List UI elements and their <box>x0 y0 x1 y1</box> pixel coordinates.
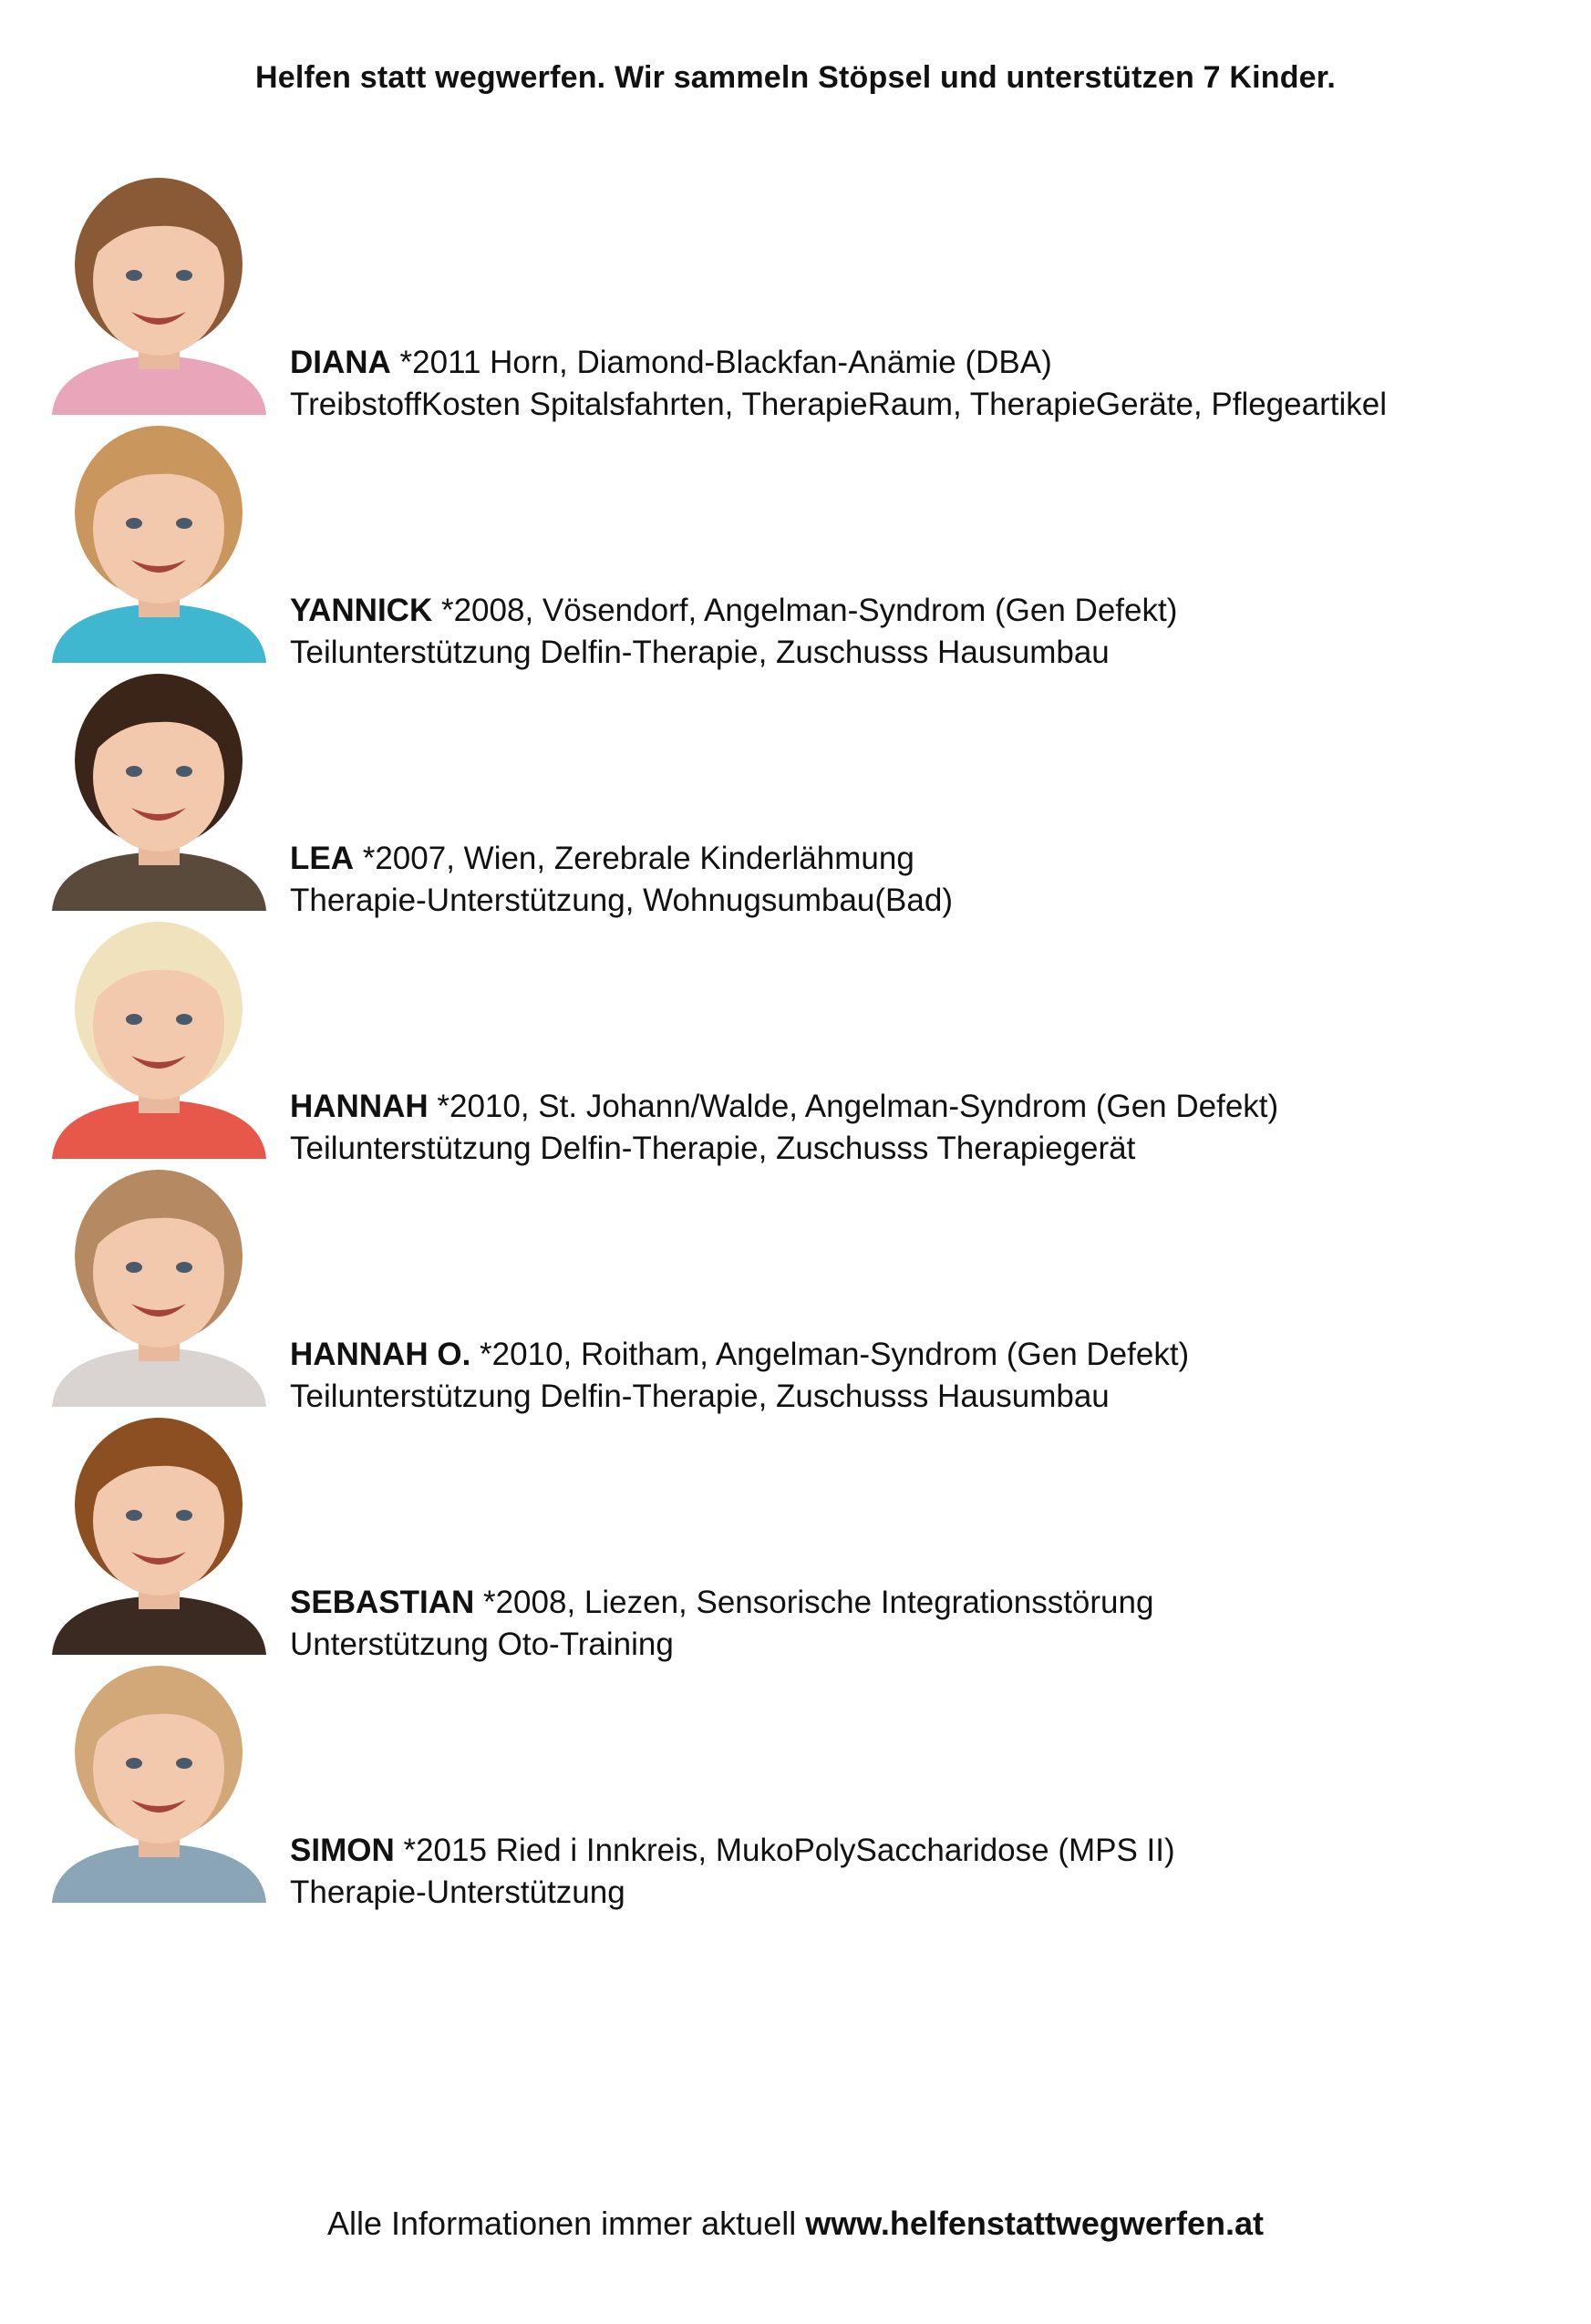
child-info: *2008, Liezen, Sensorische Integrationsstörung <box>474 1585 1154 1620</box>
child-row-diana <box>0 173 1591 422</box>
child-support: Therapie-Unterstützung, Wohnugsumbau(Bad) <box>290 883 953 918</box>
portrait-illustration <box>47 1661 271 1903</box>
child-name: SIMON <box>290 1833 395 1868</box>
website-link[interactable]: www.helfenstattwegwerfen.at <box>805 2205 1264 2242</box>
child-support: Therapie-Unterstützung <box>290 1875 625 1910</box>
child-name: HANNAH <box>290 1089 429 1124</box>
child-info: *2010, Roitham, Angelman-Syndrom (Gen Defekt) <box>470 1337 1190 1372</box>
child-info: *2015 Ried i Innkreis, MukoPolySaccharidose (MPS II) <box>394 1833 1175 1868</box>
portrait-illustration <box>47 1165 271 1407</box>
child-support: TreibstoffKosten Spitalsfahrten, TherapieRaum, TherapieGeräte, Pflegeartikel <box>290 387 1387 422</box>
portrait-illustration <box>47 917 271 1159</box>
child-name: DIANA <box>290 345 391 380</box>
child-text <box>290 1086 1278 1170</box>
child-photo-hannah <box>47 917 271 1159</box>
child-photo-diana <box>47 173 271 415</box>
child-row-hannah-o <box>0 1165 1591 1414</box>
child-name: LEA <box>290 841 354 876</box>
child-info: *2010, St. Johann/Walde, Angelman-Syndrom (Gen Defekt) <box>428 1089 1279 1124</box>
child-support: Unterstützung Oto-Training <box>290 1627 674 1662</box>
child-info: *2008, Vösendorf, Angelman-Syndrom (Gen Defekt) <box>432 593 1178 628</box>
child-support: Teilunterstützung Delfin-Therapie, Zuschusss Therapiegerät <box>290 1131 1136 1166</box>
child-info: *2007, Wien, Zerebrale Kinderlähmung <box>354 841 914 876</box>
child-name: YANNICK <box>290 593 433 628</box>
footer-text: Alle Informationen immer aktuell <box>327 2205 806 2242</box>
portrait-illustration <box>47 669 271 911</box>
page-title: Helfen statt wegwerfen. Wir sammeln Stöpsel und unterstützen 7 Kinder. <box>254 60 1336 95</box>
child-photo-sebastian <box>47 1413 271 1655</box>
child-support: Teilunterstützung Delfin-Therapie, Zuschusss Hausumbau <box>290 635 1110 670</box>
child-photo-yannick <box>47 421 271 663</box>
footer <box>0 2205 1591 2243</box>
portrait-illustration <box>47 421 271 663</box>
child-photo-lea <box>47 669 271 911</box>
child-row-sebastian <box>0 1413 1591 1662</box>
child-name: SEBASTIAN <box>290 1585 475 1620</box>
portrait-illustration <box>47 173 271 415</box>
child-row-lea <box>0 669 1591 918</box>
portrait-illustration <box>47 1413 271 1655</box>
child-info: *2011 Horn, Diamond-Blackfan-Anämie (DBA) <box>390 345 1052 380</box>
child-text <box>290 1334 1189 1418</box>
child-text <box>290 838 953 922</box>
child-photo-simon <box>47 1661 271 1903</box>
child-row-yannick <box>0 421 1591 670</box>
child-text <box>290 342 1387 426</box>
child-row-hannah <box>0 917 1591 1166</box>
child-text <box>290 1582 1153 1666</box>
child-row-simon <box>0 1661 1591 1910</box>
child-photo-hannah-o <box>47 1165 271 1407</box>
child-name: HANNAH O. <box>290 1337 471 1372</box>
child-text <box>290 1830 1175 1914</box>
child-text <box>290 590 1177 674</box>
child-support: Teilunterstützung Delfin-Therapie, Zuschusss Hausumbau <box>290 1379 1110 1414</box>
